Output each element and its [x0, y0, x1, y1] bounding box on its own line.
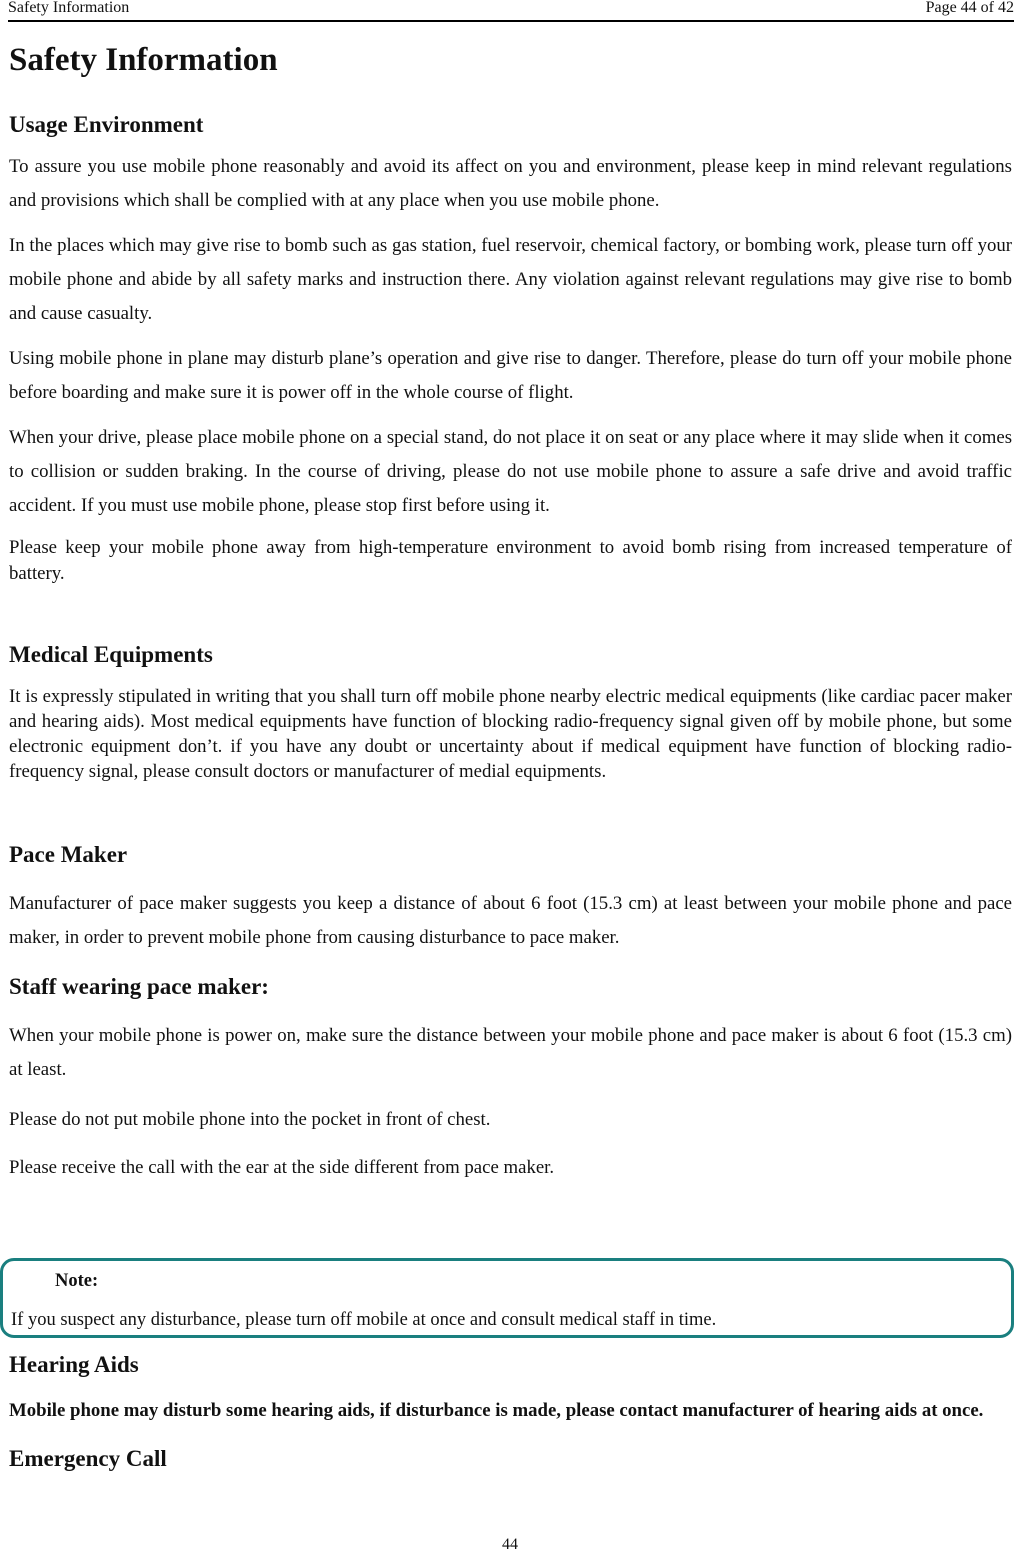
page-header: [8, 0, 1014, 22]
document-body: [9, 38, 1012, 1185]
pace-maker-paragraph-3: Please do not put mobile phone into the pocket in front of chest.: [9, 1109, 491, 1130]
usage-environment-heading: Usage Environment: [9, 112, 204, 137]
note-title: Note:: [55, 1271, 99, 1291]
usage-paragraph-1: To assure you use mobile phone reasonably and avoid its affect on you and environment, please keep in mind relevant regulations and provisions which shall be complied with at any place when you use mobile phone.: [9, 156, 1012, 211]
header-page-count: Page 44 of 42: [925, 0, 1014, 16]
medical-equipments-heading: Medical Equipments: [9, 642, 213, 667]
page-number: 44: [502, 1536, 518, 1553]
header-section-title: Safety Information: [8, 0, 130, 16]
pace-maker-paragraph-4: Please receive the call with the ear at the side different from pace maker.: [9, 1157, 555, 1178]
usage-paragraph-2: In the places which may give rise to bomb such as gas station, fuel reservoir, chemical factory, or bombing work, please turn off your mobile phone and abide by all safety marks and instruction there. Any violation against relevant regulations may give rise to bomb and cause casualty.: [9, 235, 1012, 324]
hearing-aids-paragraph: Mobile phone may disturb some hearing aids, if disturbance is made, please contact manufacturer of hearing aids at once.: [9, 1400, 984, 1421]
pace-maker-paragraph-2: When your mobile phone is power on, make sure the distance between your mobile phone and pace maker is about 6 foot (15.3 cm) at least.: [9, 1025, 1012, 1080]
hearing-aids-heading: Hearing Aids: [9, 1352, 139, 1377]
pace-maker-heading: Pace Maker: [9, 842, 128, 867]
document-body-continued: [9, 1350, 1012, 1474]
usage-paragraph-4: When your drive, please place mobile phone on a special stand, do not place it on seat or any place where it may slide when it comes to collision or sudden braking. In the course of driving, please do not use mobile phone to assure a safe drive and avoid traffic accident. If you must use mobile phone, please stop first before using it.: [9, 427, 1012, 516]
note-text: If you suspect any disturbance, please turn off mobile at once and consult medical staff in time.: [11, 1310, 717, 1330]
pace-maker-paragraph-1: Manufacturer of pace maker suggests you keep a distance of about 6 foot (15.3 cm) at least between your mobile phone and pace maker, in order to prevent mobile phone from causing disturbance to pace maker.: [9, 893, 1012, 948]
medical-paragraph-1: It is expressly stipulated in writing that you shall turn off mobile phone nearby electric medical equipments (like cardiac pacer maker and hearing aids). Most medical equipments have function of blocking radio-frequency signal given off by mobile phone, but some electronic equipment don’t. if you have any doubt or uncertainty about if medical equipment have function of blocking radio-frequency signal, please consult doctors or manufacturer of medial equipments.: [9, 686, 1012, 782]
staff-wearing-pace-maker-heading: Staff wearing pace maker:: [9, 974, 269, 999]
emergency-call-heading: Emergency Call: [9, 1446, 167, 1471]
note-box: [0, 1258, 1014, 1338]
page-title: Safety Information: [9, 42, 278, 78]
usage-paragraph-5: Please keep your mobile phone away from high-temperature environment to avoid bomb rising from increased temperature of battery.: [9, 537, 1012, 584]
usage-paragraph-3: Using mobile phone in plane may disturb plane’s operation and give rise to danger. Therefore, please do turn off your mobile phone before boarding and make sure it is power off in the whole course of flight.: [9, 348, 1012, 403]
